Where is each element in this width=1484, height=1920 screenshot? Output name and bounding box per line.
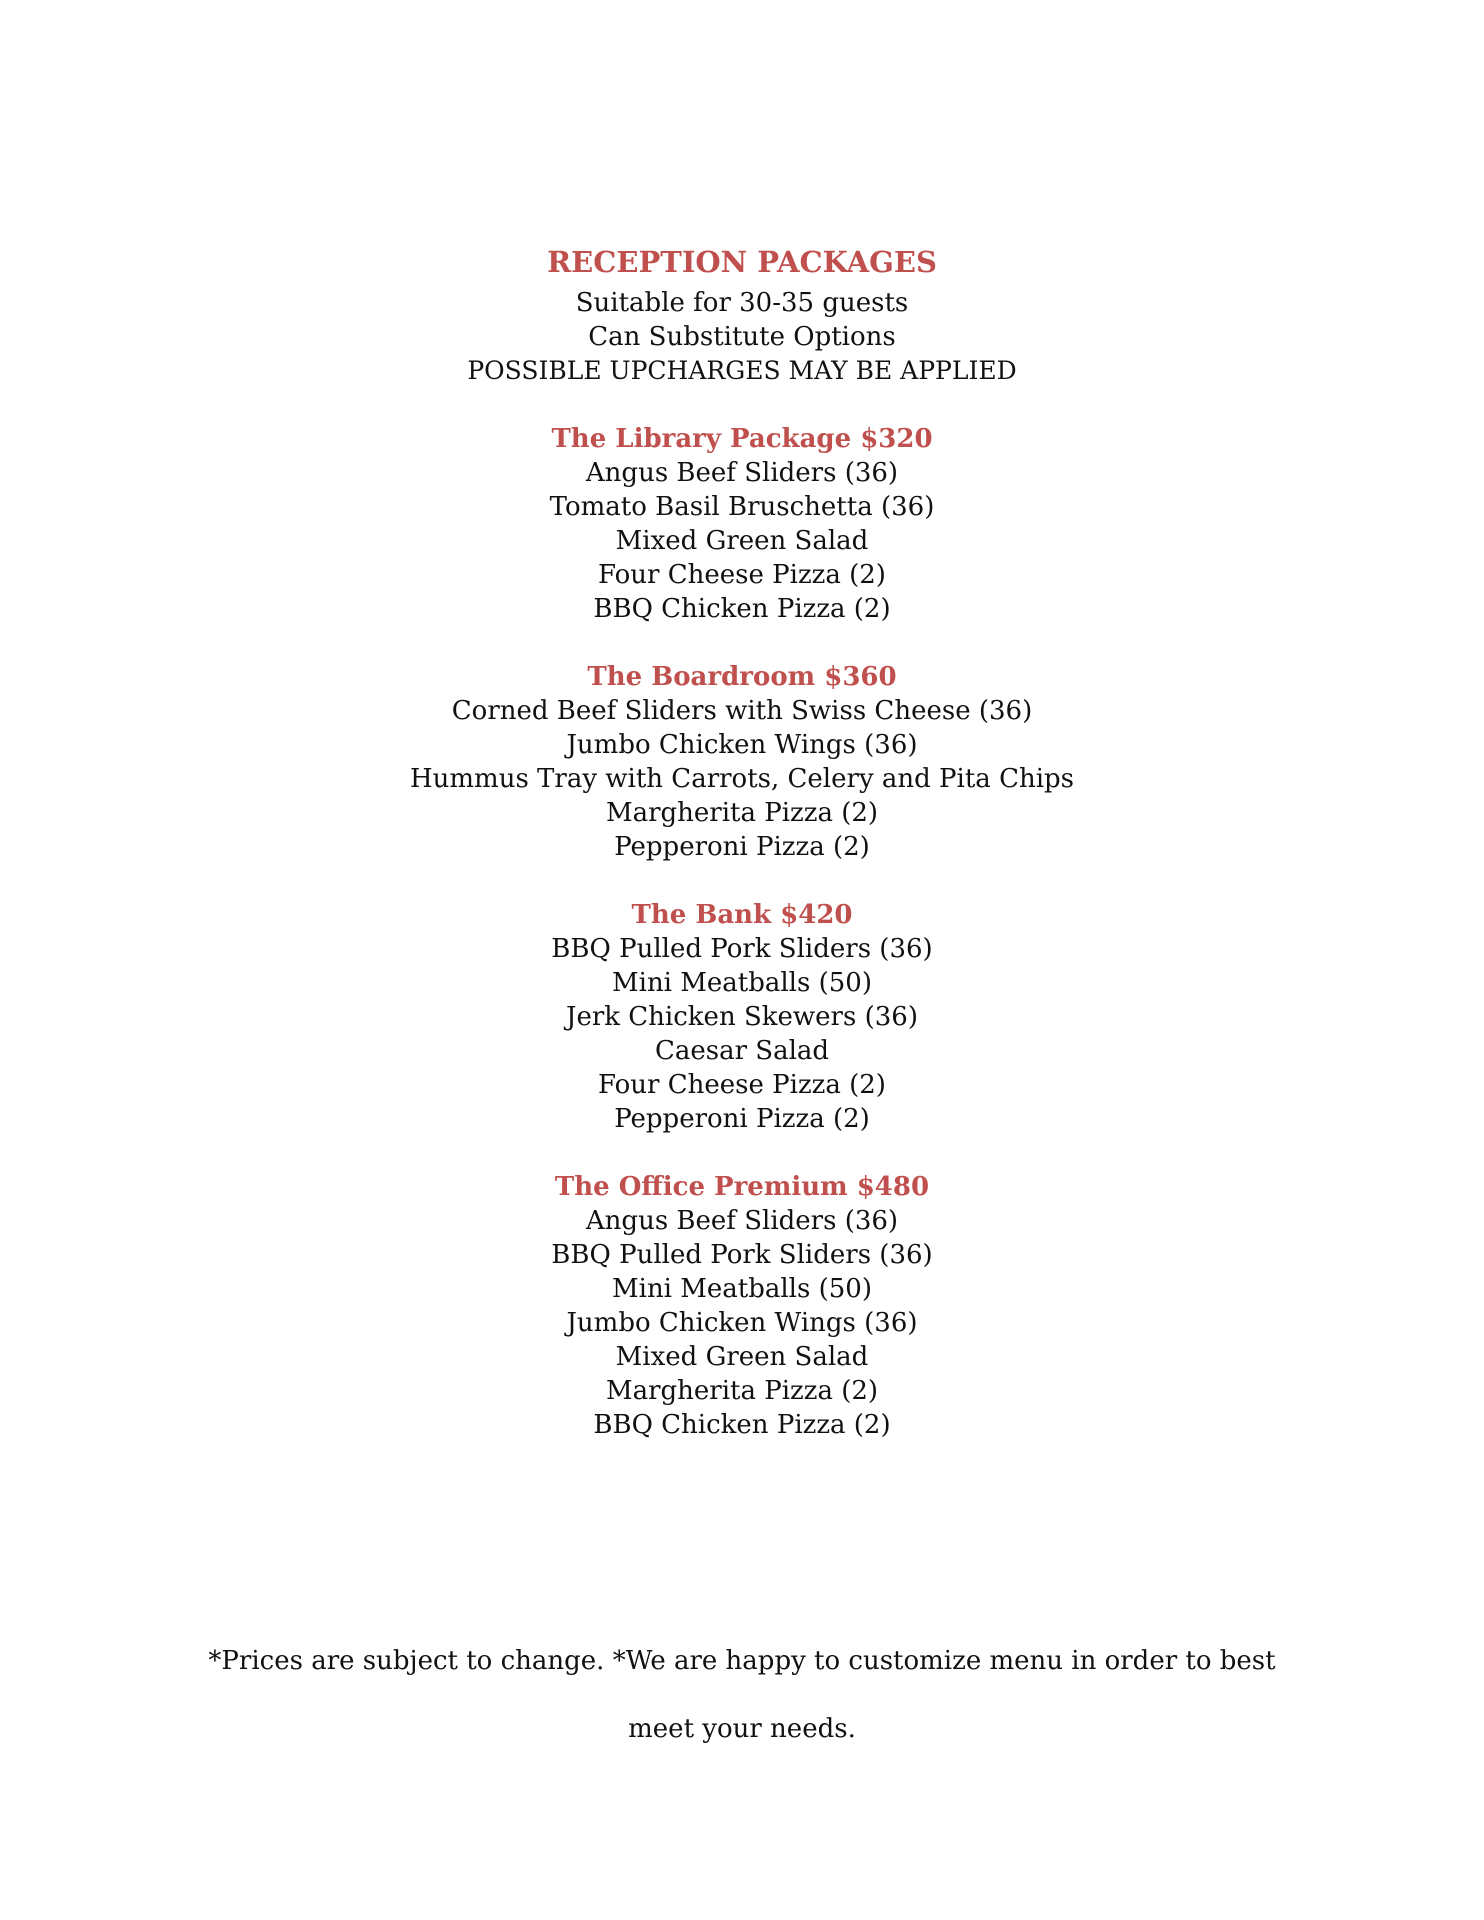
package-item: Margherita Pizza (2)	[605, 1376, 879, 1406]
package-item: Jumbo Chicken Wings (36)	[566, 730, 918, 760]
package-title: The Library Package $320	[551, 424, 933, 454]
package-library	[0, 422, 1484, 626]
package-item: Four Cheese Pizza (2)	[598, 1070, 886, 1100]
package-bank	[0, 898, 1484, 1136]
package-item: Pepperoni Pizza (2)	[614, 832, 870, 862]
guest-count-note: Suitable for 30-35 guests	[575, 288, 909, 318]
substitution-note: Can Substitute Options	[588, 322, 896, 352]
upcharge-note: POSSIBLE UPCHARGES MAY BE APPLIED	[467, 356, 1017, 385]
package-item: BBQ Pulled Pork Sliders (36)	[551, 1240, 933, 1270]
package-item: BBQ Chicken Pizza (2)	[593, 1410, 891, 1440]
menu-content	[0, 238, 1484, 1442]
package-item: Mini Meatballs (50)	[612, 968, 872, 998]
package-item: Mixed Green Salad	[615, 1342, 869, 1372]
package-item: Jerk Chicken Skewers (36)	[566, 1002, 918, 1032]
footer-line-2: meet your needs.	[628, 1714, 856, 1744]
footer-line-1: *Prices are subject to change. *We are happy to customize menu in order to best	[208, 1646, 1276, 1676]
package-item: Tomato Basil Bruschetta (36)	[549, 492, 935, 522]
page-title: RECEPTION PACKAGES	[547, 245, 937, 279]
package-item: Mixed Green Salad	[615, 526, 869, 556]
package-title: The Boardroom $360	[587, 662, 897, 692]
package-item: Jumbo Chicken Wings (36)	[566, 1308, 918, 1338]
package-item: Corned Beef Sliders with Swiss Cheese (36)	[451, 696, 1033, 726]
footer-note	[200, 1610, 1284, 1780]
package-office-premium	[0, 1170, 1484, 1442]
package-item: Caesar Salad	[654, 1036, 830, 1066]
package-title: The Office Premium $480	[554, 1172, 930, 1202]
package-item: Pepperoni Pizza (2)	[614, 1104, 870, 1134]
package-item: BBQ Pulled Pork Sliders (36)	[551, 934, 933, 964]
package-title: The Bank $420	[631, 900, 853, 930]
package-boardroom	[0, 660, 1484, 864]
package-item: Margherita Pizza (2)	[605, 798, 879, 828]
package-item: Angus Beef Sliders (36)	[585, 1206, 899, 1236]
package-item: Angus Beef Sliders (36)	[585, 458, 899, 488]
package-item: Four Cheese Pizza (2)	[598, 560, 886, 590]
package-item: BBQ Chicken Pizza (2)	[593, 594, 891, 624]
package-item: Hummus Tray with Carrots, Celery and Pita Chips	[409, 764, 1075, 794]
package-item: Mini Meatballs (50)	[612, 1274, 872, 1304]
